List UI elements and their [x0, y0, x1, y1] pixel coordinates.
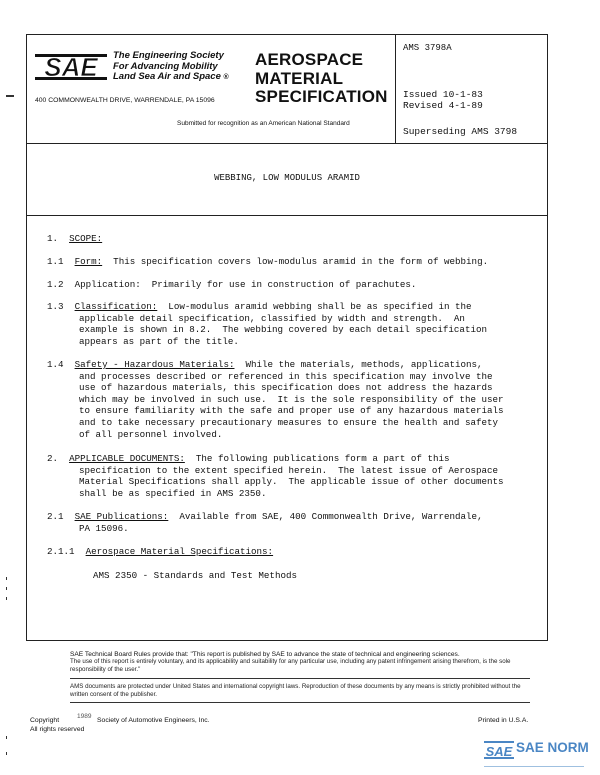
section-heading: SAE Publications:: [74, 511, 169, 522]
revised-date: Revised 4-1-89: [403, 100, 483, 111]
title-line: AEROSPACE: [255, 50, 364, 69]
watermark-logo-text: SAE: [485, 744, 513, 759]
footer-rule: [70, 702, 530, 703]
section-heading: Aerospace Material Specifications:: [85, 546, 274, 557]
sae-norm-logo-icon: [484, 738, 514, 762]
society-line: For Advancing Mobility: [113, 60, 218, 72]
section-1: 1. SCOPE:: [47, 233, 103, 244]
section-2-1: 2.1 SAE Publications: Available from SAE, 400 Commonwealth Drive, Warrendale,: [47, 511, 483, 522]
technical-board-rules-heading: SAE Technical Board Rules provide that: "This report is published by SAE to advance the state of technical and engineering sciences.: [70, 651, 460, 658]
sae-logo-icon: [35, 51, 107, 83]
registered-mark: ®: [223, 74, 229, 81]
specification-frame: [26, 34, 548, 641]
title-line: SPECIFICATION: [255, 87, 388, 106]
section-1-4: 1.4 Safety - Hazardous Materials: While the materials, methods, applications,: [47, 359, 483, 370]
footer-rule: [70, 678, 530, 679]
copyright-year: 1989: [77, 713, 92, 720]
scan-mark: [6, 736, 7, 739]
section-1-4-body: and processes described or referenced in this specification may involve the use of hazardous materials, this specification does not address the hazards which may be involved in such use. It is the sole responsibility of the user to ensure familiarity with the safe and proper use of any hazardous materials and to take necessary precautionary measures to ensure the health and safety of all personnel involved.: [79, 370, 504, 440]
section-heading: SCOPE:: [69, 233, 103, 244]
submitted-note: Submitted for recognition as an American National Standard: [177, 120, 350, 127]
printed-in: Printed in U.S.A.: [478, 717, 529, 724]
section-heading: Classification:: [74, 301, 158, 312]
section-heading: APPLICABLE DOCUMENTS:: [69, 453, 185, 464]
header-rule: [27, 143, 547, 144]
section-2-body: specification to the extent specified herein. The latest issue of Aerospace Material Specifications shall apply. The applicable issue of other documents shall be as specified in AMS 2350.: [79, 464, 504, 499]
scan-mark: [6, 587, 7, 590]
section-2: 2. APPLICABLE DOCUMENTS: The following publications form a part of this: [47, 453, 450, 464]
society-name: [113, 51, 229, 84]
section-1-1: 1.1 Form: This specification covers low-modulus aramid in the form of webbing.: [47, 256, 489, 267]
document-type-title: [255, 51, 388, 107]
section-heading: Form:: [74, 256, 103, 267]
title-rule: [27, 215, 547, 216]
scan-mark: [6, 95, 14, 97]
ams-reference: AMS 2350 - Standards and Test Methods: [93, 570, 297, 581]
watermark-underline: [484, 765, 584, 768]
copyright-owner: Society of Automotive Engineers, Inc.: [97, 717, 210, 724]
sae-address: 400 COMMONWEALTH DRIVE, WARRENDALE, PA 15096: [35, 97, 215, 104]
society-line: Land Sea Air and Space ®: [113, 71, 229, 82]
issue-dates: [403, 89, 483, 111]
scan-mark: [6, 577, 7, 580]
document-title: WEBBING, LOW MODULUS ARAMID: [214, 173, 360, 183]
header-divider: [395, 35, 396, 143]
scan-mark: [6, 752, 7, 755]
copyright-label: Copyright: [30, 717, 60, 724]
superseding-note: Superseding AMS 3798: [403, 126, 518, 137]
rights-reserved: All rights reserved: [30, 726, 85, 733]
section-2-1-1: 2.1.1 Aerospace Material Specifications:: [47, 546, 274, 557]
technical-board-rules-body: The use of this report is entirely voluntary, and its applicability and suitability for any particular use, including any patent infringement arising therefrom, is the sole responsibility of the user.": [70, 658, 511, 673]
section-heading: Safety - Hazardous Materials:: [74, 359, 235, 370]
section-1-3-body: applicable detail specification, classified by width and strength. An example is shown in 8.2. The webbing covered by each detail specification appears as part of the title.: [79, 312, 487, 347]
title-line: MATERIAL: [255, 68, 344, 88]
issued-date: Issued 10-1-83: [403, 89, 483, 100]
copyright-protection-notice: AMS documents are protected under United States and international copyright laws. Reproduction of these documents by any means is strictly prohibited without the written consent of the publisher.: [70, 683, 521, 698]
watermark-text: SAE NORM: [516, 740, 589, 755]
society-line: The Engineering Society: [113, 50, 224, 61]
section-1-3: 1.3 Classification: Low-modulus aramid webbing shall be as specified in the: [47, 301, 472, 312]
sae-logo-text: SAE: [44, 52, 98, 82]
doc-number: AMS 3798A: [403, 43, 452, 53]
scan-mark: [6, 597, 7, 600]
section-1-2: 1.2 Application: Primarily for use in construction of parachutes.: [47, 279, 417, 290]
section-2-1-body: PA 15096.: [79, 522, 129, 534]
